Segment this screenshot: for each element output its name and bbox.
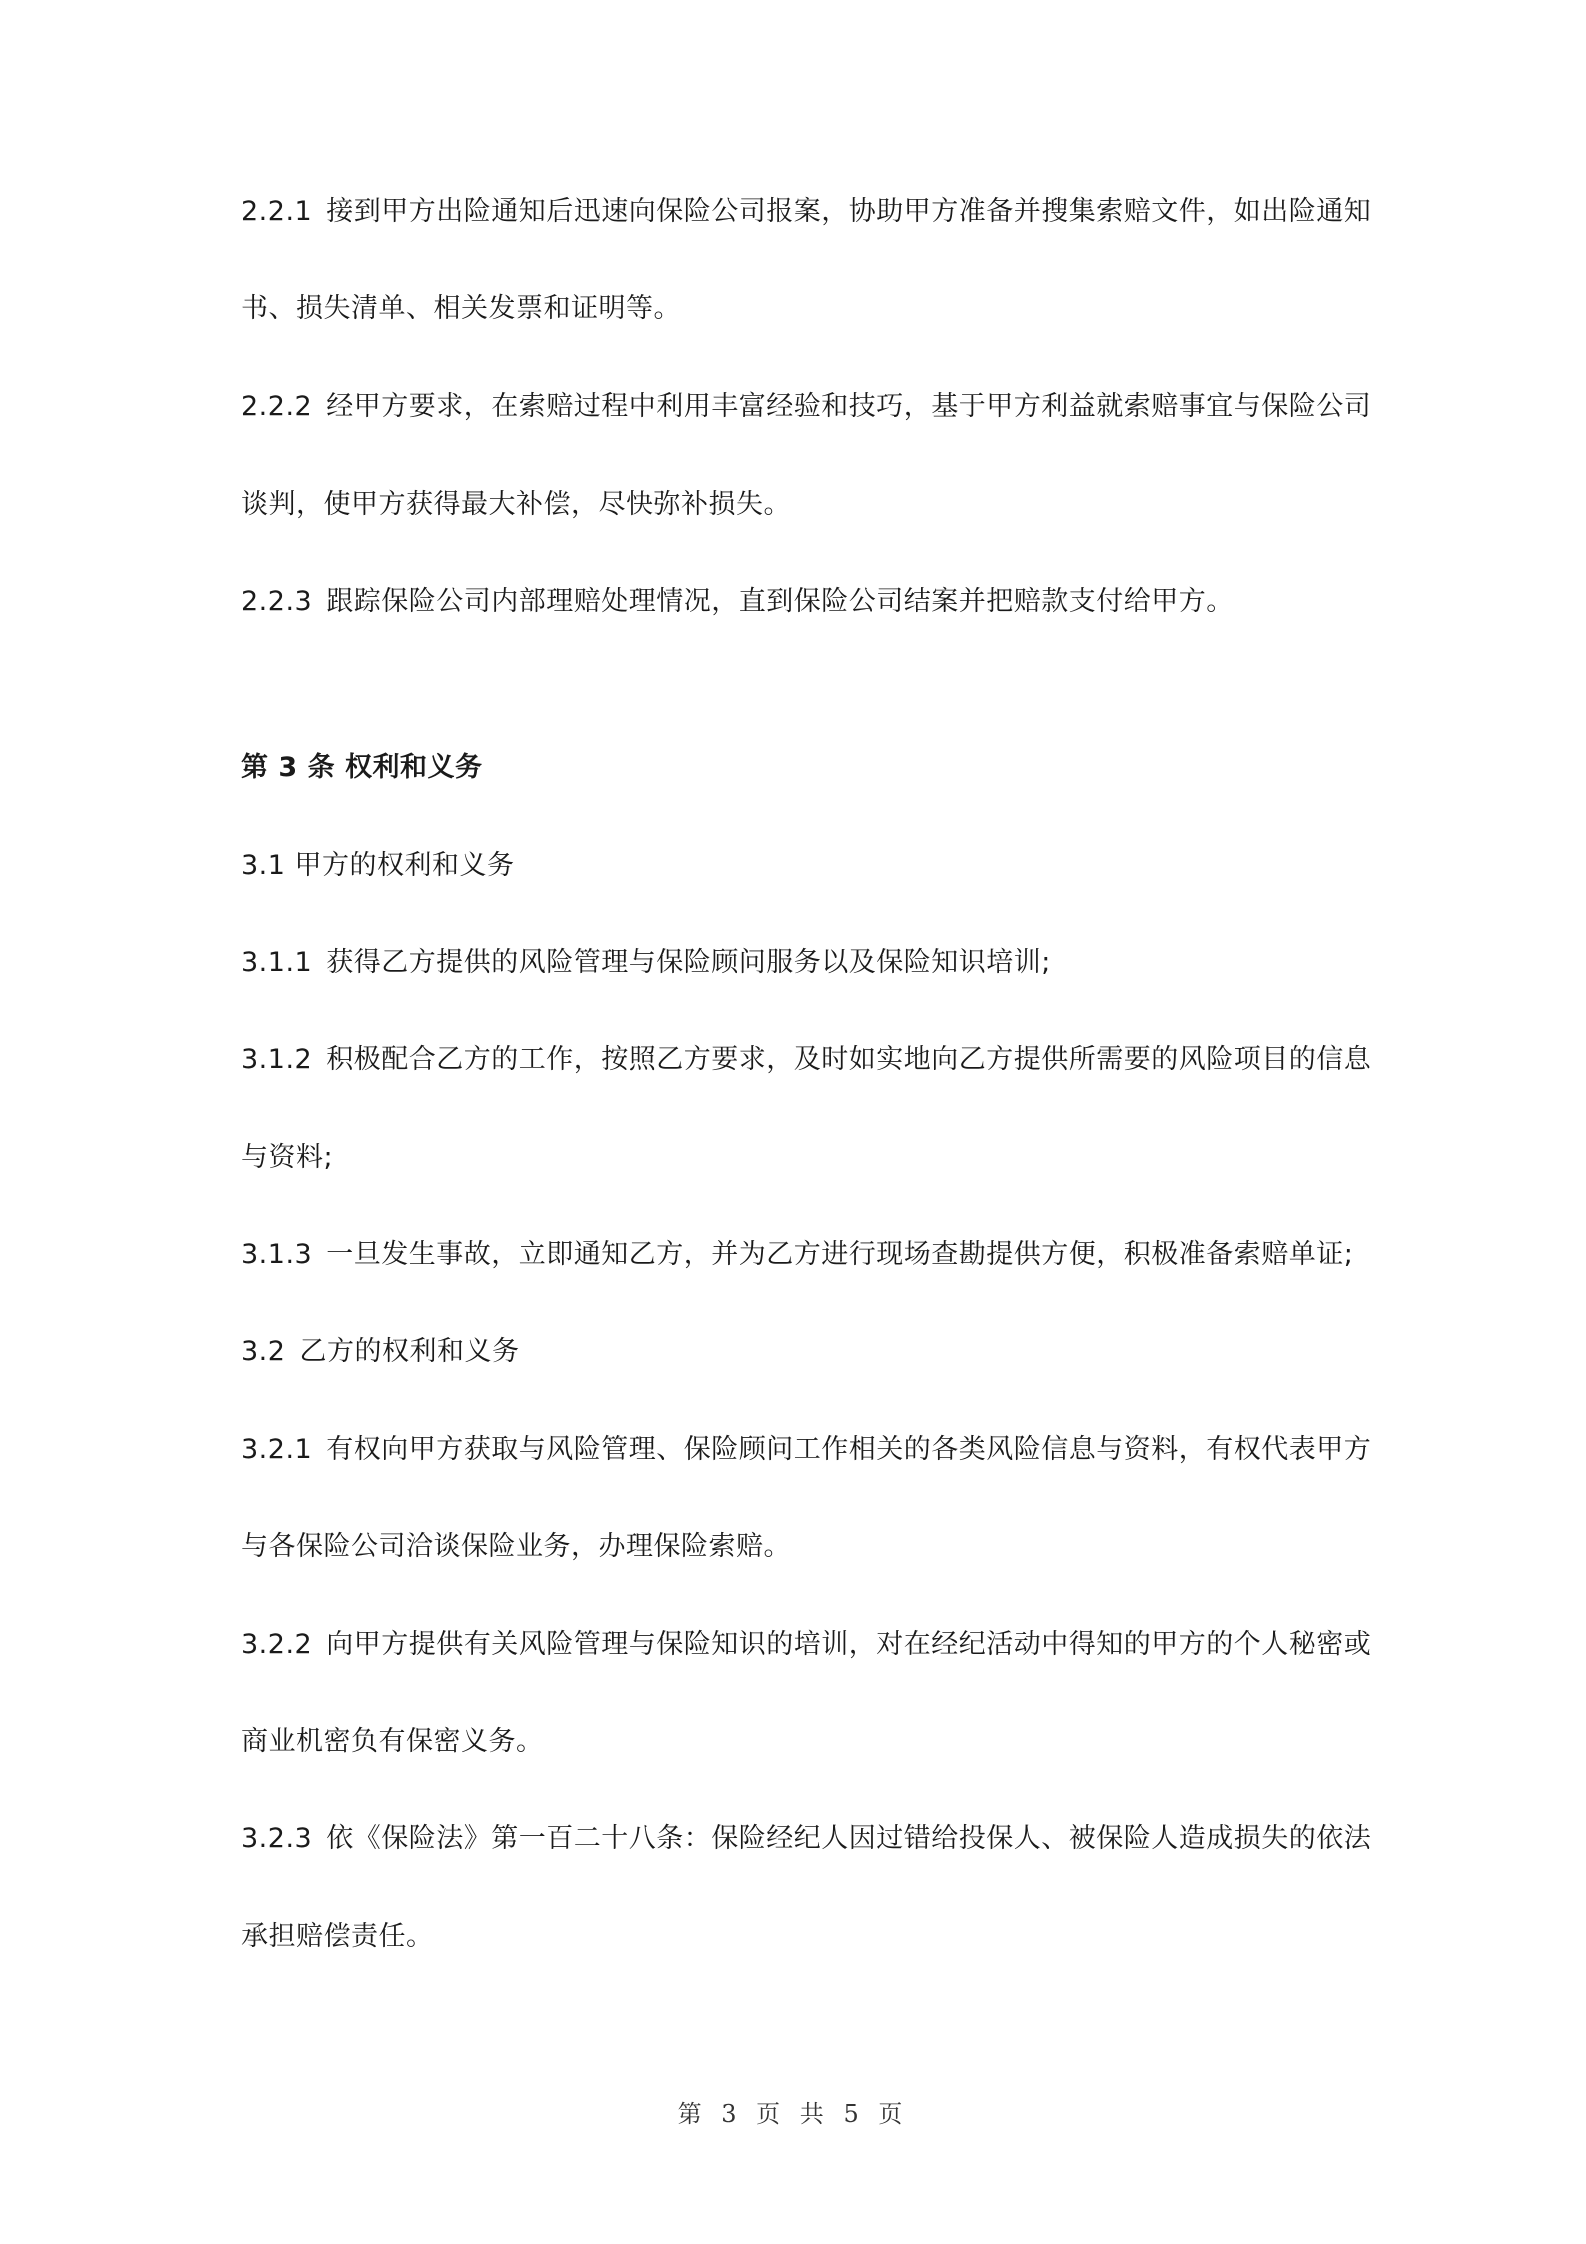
heading-text: 乙方的权利和义务	[299, 1336, 520, 1367]
paragraph-3-2-1-line-2	[241, 1529, 1341, 1565]
heading-text: 3.1 甲方的权利和义务	[241, 850, 515, 881]
clause-number: 3.1.2	[241, 1044, 313, 1075]
clause-number: 2.2.2	[241, 391, 313, 422]
clause-text: 与各保险公司洽谈保险业务，办理保险索赔。	[241, 1531, 791, 1562]
clause-text: 商业机密负有保密义务。	[241, 1726, 544, 1757]
paragraph-2-2-2-line-1	[241, 389, 1372, 425]
clause-text: 向甲方提供有关风险管理与保险知识的培训，对在经纪活动中得知的甲方的个人秘密或	[326, 1629, 1372, 1660]
paragraph-3-2-3-line-2	[241, 1919, 1341, 1955]
paragraph-2-2-2-line-2	[241, 487, 1341, 523]
paragraph-3-1-3	[241, 1237, 1354, 1273]
paragraph-2-2-3	[241, 584, 1341, 620]
heading-text: 第 3 条 权利和义务	[241, 752, 483, 783]
paragraph-3-1-2-line-1	[241, 1042, 1372, 1078]
clause-text: 谈判，使甲方获得最大补偿，尽快弥补损失。	[241, 489, 791, 520]
clause-text: 依《保险法》第一百二十八条：保险经纪人因过错给投保人、被保险人造成损失的依法	[326, 1823, 1372, 1854]
clause-number: 2.2.1	[241, 196, 313, 227]
clause-number: 3.1.1	[241, 947, 313, 978]
subsection-heading-3-2	[241, 1334, 1341, 1370]
clause-number: 3.2.2	[241, 1629, 313, 1660]
paragraph-3-1-2-line-2	[241, 1140, 1341, 1176]
clause-number: 2.2.3	[241, 586, 313, 617]
paragraph-3-2-2-line-1	[241, 1627, 1372, 1663]
paragraph-3-1-1	[241, 945, 1341, 981]
clause-number: 3.2	[241, 1336, 286, 1367]
clause-text: 与资料;	[241, 1142, 334, 1173]
page-number-footer: 第 3 页 共 5 页	[677, 2100, 909, 2128]
clause-text: 承担赔偿责任。	[241, 1921, 434, 1952]
clause-number: 3.2.3	[241, 1823, 313, 1854]
clause-text: 有权向甲方获取与风险管理、保险顾问工作相关的各类风险信息与资料，有权代表甲方	[326, 1434, 1372, 1465]
paragraph-2-2-1-line-2	[241, 291, 1341, 327]
paragraph-2-2-1-line-1	[241, 194, 1372, 230]
section-heading-article-3	[241, 750, 1341, 786]
clause-number: 3.2.1	[241, 1434, 313, 1465]
clause-text: 获得乙方提供的风险管理与保险顾问服务以及保险知识培训;	[326, 947, 1051, 978]
clause-text: 书、损失清单、相关发票和证明等。	[241, 293, 681, 324]
clause-text: 积极配合乙方的工作，按照乙方要求，及时如实地向乙方提供所需要的风险项目的信息	[326, 1044, 1372, 1075]
paragraph-3-2-1-line-1	[241, 1432, 1372, 1468]
paragraph-3-2-2-line-2	[241, 1724, 1341, 1760]
subsection-heading-3-1	[241, 848, 1341, 884]
paragraph-3-2-3-line-1	[241, 1821, 1372, 1857]
clause-text: 接到甲方出险通知后迅速向保险公司报案，协助甲方准备并搜集索赔文件，如出险通知	[326, 196, 1372, 227]
clause-text: 经甲方要求，在索赔过程中利用丰富经验和技巧，基于甲方利益就索赔事宜与保险公司	[326, 391, 1372, 422]
clause-number: 3.1.3	[241, 1239, 313, 1270]
clause-text: 一旦发生事故，立即通知乙方，并为乙方进行现场查勘提供方便，积极准备索赔单证;	[326, 1239, 1354, 1270]
clause-text: 跟踪保险公司内部理赔处理情况，直到保险公司结案并把赔款支付给甲方。	[326, 586, 1234, 617]
